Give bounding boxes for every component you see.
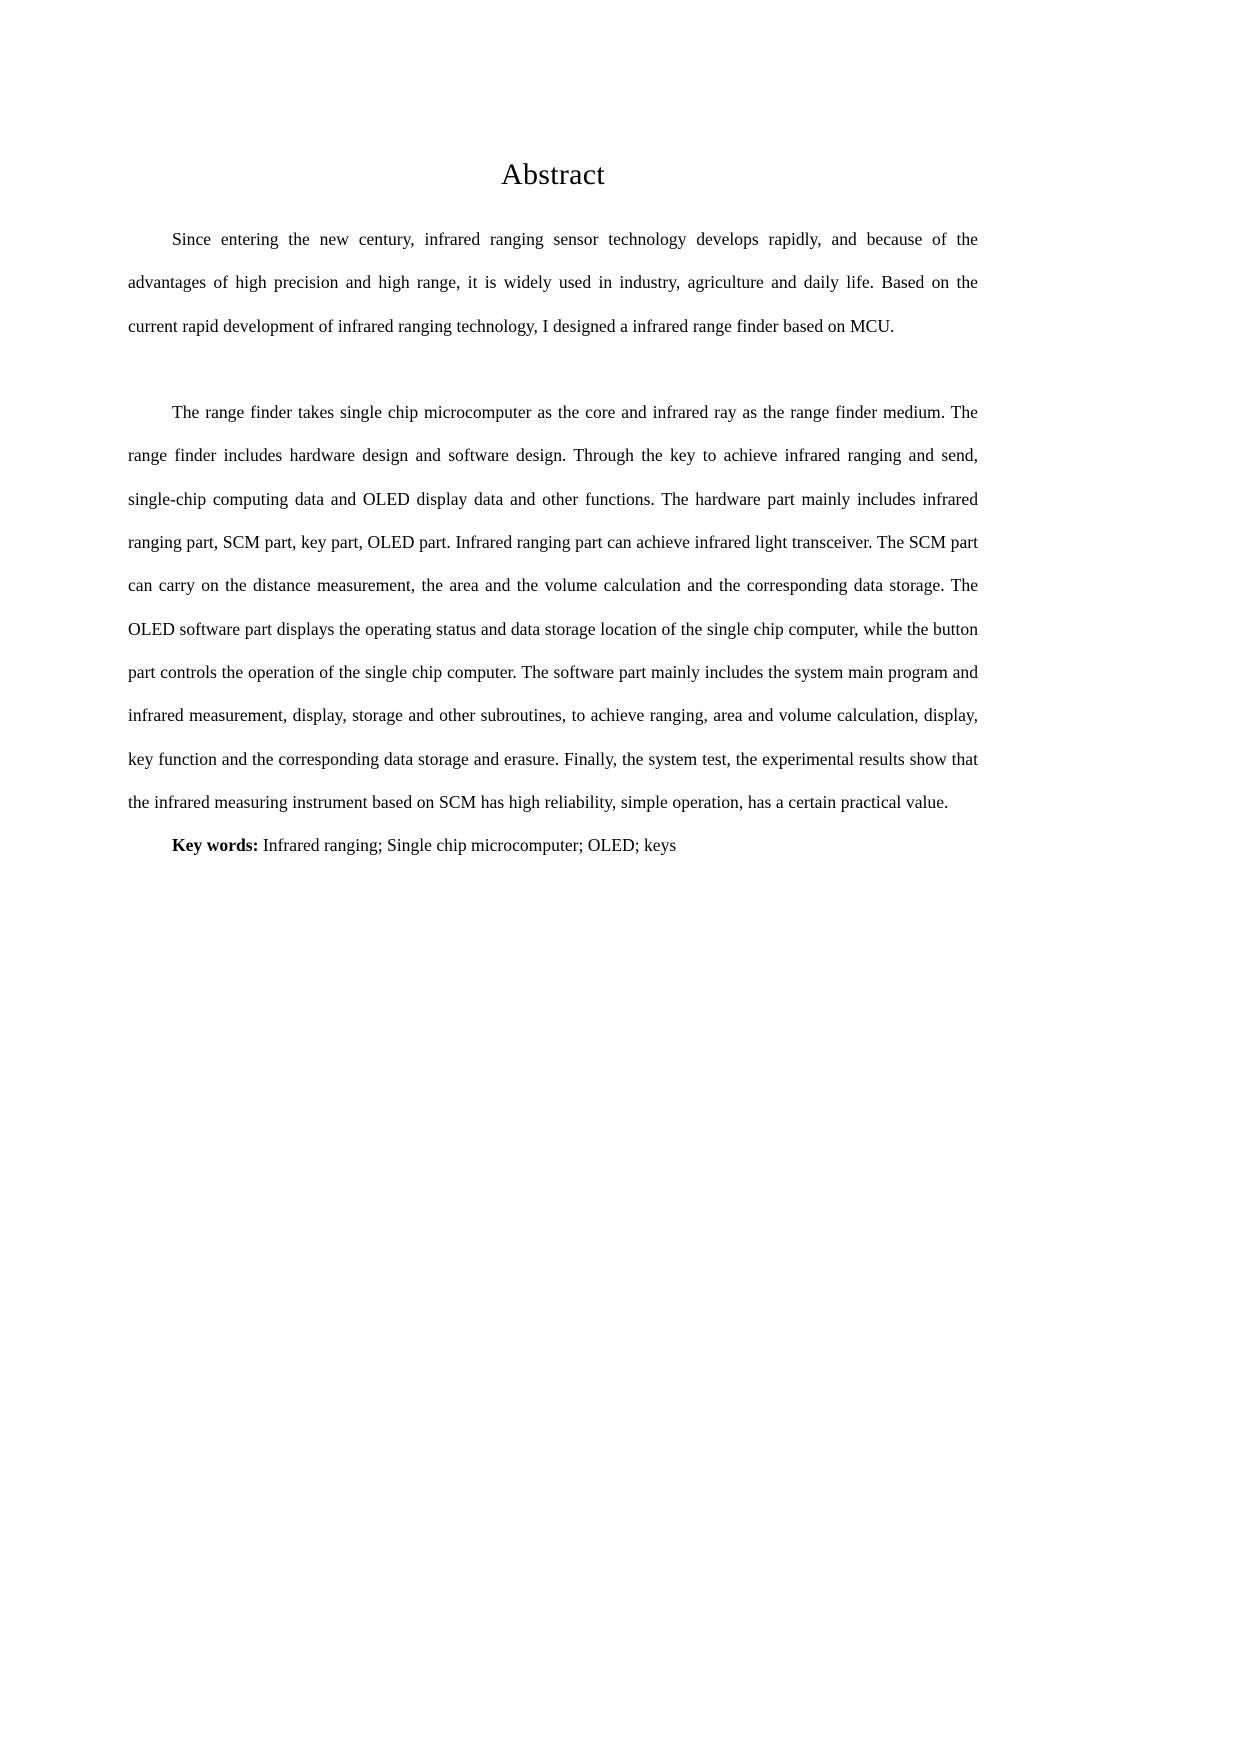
abstract-paragraph-1: Since entering the new century, infrared ranging sensor technology develops rapidly, and because of the advantages of high precision and high range, it is widely used in industry, agriculture and daily life. Based on the current rapid development of infrared ranging technology, I designed a infrared range finder based on MCU. bbox=[128, 229, 978, 336]
page-title: Abstract bbox=[500, 158, 606, 191]
abstract-paragraph-2: The range finder takes single chip microcomputer as the core and infrared ray as the range finder medium. The range finder includes hardware design and software design. Through the key to achieve infrared ranging and send, single-chip computing data and OLED display data and other functions. The hardware part mainly includes infrared ranging part, SCM part, key part, OLED part. Infrared ranging part can achieve infrared light transceiver. The SCM part can carry on the distance measurement, the area and the volume calculation and the corresponding data storage. The OLED software part displays the operating status and data storage location of the single chip computer, while the button part controls the operation of the single chip computer. The software part mainly includes the system main program and infrared measurement, display, storage and other subroutines, to achieve ranging, area and volume calculation, display, key function and the corresponding data storage and erasure. Finally, the system test, the experimental results show that the infrared measuring instrument based on SCM has high reliability, simple operation, has a certain practical value. bbox=[128, 402, 978, 812]
keywords-line bbox=[128, 824, 978, 867]
abstract-body bbox=[128, 218, 978, 867]
keywords-label: Key words: bbox=[172, 835, 259, 856]
page-content bbox=[128, 0, 978, 867]
keywords-list: Infrared ranging; Single chip microcomputer; OLED; keys bbox=[262, 835, 677, 856]
paragraph-spacer bbox=[128, 348, 978, 391]
